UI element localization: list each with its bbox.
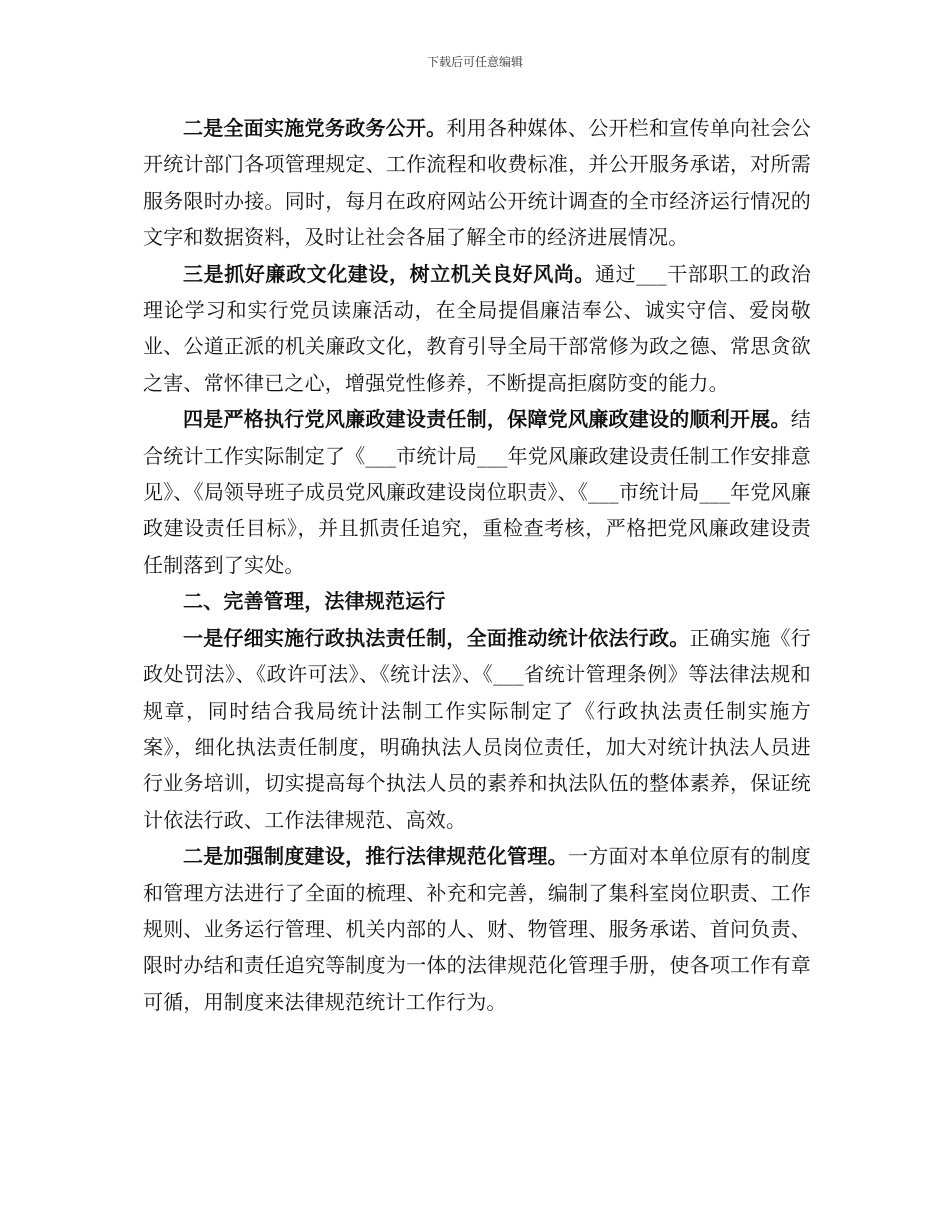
paragraph-text: 正确实施《行政处罚法》、《政许可法》、《统计法》、《___省统计管理条例》等法律法规和规章，同时结合我局统计法制工作实际制定了《行政执法责任制实施方案》，细化执法责任制度，明确执法人员岗位责任，加大对统计执法人员进行业务培训，切实提高每个执法人员的素养和执法队伍的整体素养，保证统计依法行政、工作法律规范、高效。	[143, 625, 811, 832]
paragraph-system-building	[143, 838, 811, 1020]
paragraph-clean-culture	[143, 256, 811, 402]
document-body	[143, 110, 811, 1020]
page-header-note: 下载后可任意编辑	[426, 55, 523, 69]
section-heading-text: 二、完善管理，法律规范运行	[183, 589, 446, 614]
paragraph-text: 结合统计工作实际制定了《___市统计局___年党风廉政建设责任制工作安排意见》、《局领导班子成员党风廉政建设岗位职责》、《___市统计局___年党风廉政建设责任目标》，并且抓责任追究，重检查考核，严格把党风廉政建设责任制落到了实处。	[143, 407, 811, 577]
paragraph-lead: 一是仔细实施行政执法责任制，全面推动统计依法行政。	[183, 625, 690, 650]
paragraph-lead: 三是抓好廉政文化建设，树立机关良好风尚。	[183, 261, 595, 286]
paragraph-lead: 二是加强制度建设，推行法律规范化管理。	[183, 844, 568, 869]
paragraph-responsibility-system	[143, 401, 811, 583]
section-heading-management	[143, 583, 811, 619]
paragraph-law-enforcement	[143, 620, 811, 838]
paragraph-text: 利用各种媒体、公开栏和宣传单向社会公开统计部门各项管理规定、工作流程和收费标准，并公开服务承诺，对所需服务限时办接。同时，每月在政府网站公开统计调查的全市经济运行情况的文字和数据资料，及时让社会各届了解全市的经济进展情况。	[143, 116, 811, 250]
paragraph-text: 一方面对本单位原有的制度和管理方法进行了全面的梳理、补充和完善，编制了集科室岗位职责、工作规则、业务运行管理、机关内部的人、财、物管理、服务承诺、首问负责、限时办结和责任追究等制度为一体的法律规范化管理手册，使各项工作有章可循，用制度来法律规范统计工作行为。	[143, 844, 811, 1014]
paragraph-party-affairs-disclosure	[143, 110, 811, 256]
paragraph-lead: 二是全面实施党务政务公开。	[183, 116, 447, 140]
paragraph-lead: 四是严格执行党风廉政建设责任制，保障党风廉政建设的顺利开展。	[183, 407, 791, 432]
paragraph-text: 通过___干部职工的政治理论学习和实行党员读廉活动，在全局提倡廉洁奉公、诚实守信、爱岗敬业、公道正派的机关廉政文化，教育引导全局干部常修为政之德、常思贪欲之害、常怀律已之心，增强党性修养，不断提高拒腐防变的能力。	[143, 261, 811, 395]
